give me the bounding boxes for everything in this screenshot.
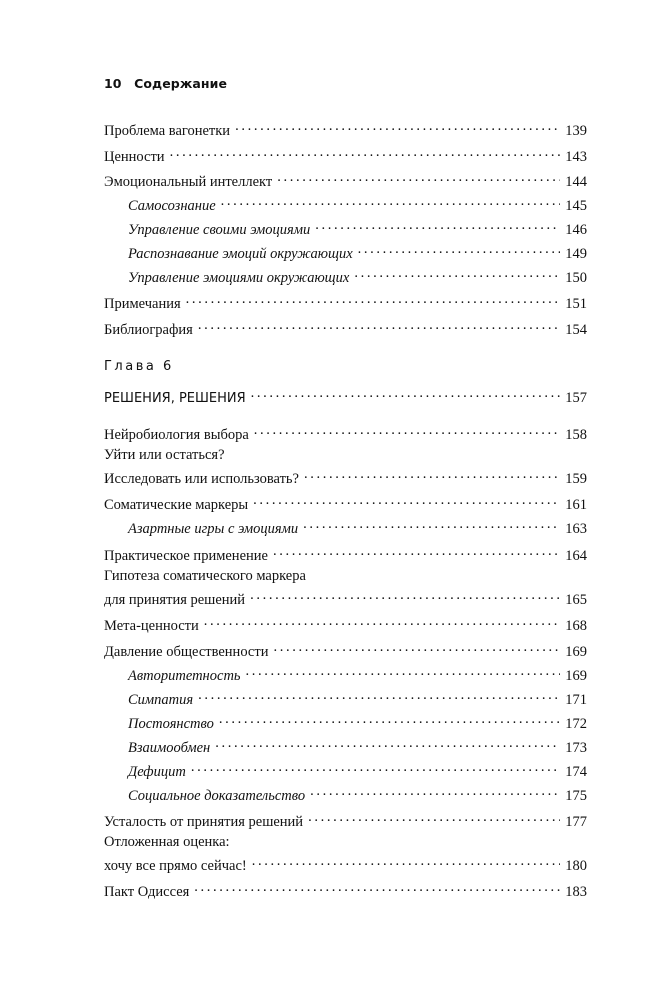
toc-entry <box>104 465 587 488</box>
leader-dots <box>252 852 561 870</box>
toc-entry-page: 149 <box>565 246 587 262</box>
toc-entry-label: Нейробиология выбора <box>104 427 249 443</box>
toc-entry-label: Управление своими эмоциями <box>128 222 311 238</box>
toc-entry-label: Дефицит <box>128 764 186 780</box>
toc-entry-first-line: Уйти или остаться? <box>104 447 225 463</box>
leader-dots <box>191 758 560 776</box>
leader-dots <box>204 612 560 630</box>
toc-entry-label: Библиография <box>104 322 193 338</box>
leader-dots <box>277 168 560 186</box>
toc-entry-first-line: Отложенная оценка: <box>104 834 230 850</box>
toc-entry <box>104 638 587 661</box>
toc-entry-label: Пакт Одиссея <box>104 884 190 900</box>
toc-entry <box>104 586 587 609</box>
toc-entry-label: Соматические маркеры <box>104 497 249 513</box>
toc-entry-page: 150 <box>565 270 587 286</box>
leader-dots <box>303 515 560 533</box>
leader-dots <box>215 734 560 752</box>
toc-entry-label: Самосознание <box>128 198 216 214</box>
toc-entry-page: 159 <box>565 471 587 487</box>
toc-entry-page: 174 <box>565 764 587 780</box>
toc-subentry <box>128 710 587 733</box>
leader-dots <box>273 542 560 560</box>
leader-dots <box>250 586 560 604</box>
leader-dots <box>194 878 560 896</box>
leader-dots <box>354 264 560 282</box>
leader-dots <box>221 192 561 210</box>
toc-entry <box>104 143 587 166</box>
toc-entry-label: Эмоциональный интеллект <box>104 174 273 190</box>
toc-entry-label: Проблема вагонетки <box>104 123 231 139</box>
toc-entry-label: Азартные игры с эмоциями <box>128 521 299 537</box>
toc-entry-page: 143 <box>565 149 587 165</box>
toc-entry-page: 172 <box>565 716 587 732</box>
toc-subentry <box>128 686 587 709</box>
leader-dots <box>198 316 560 334</box>
toc-entry-first-line: Гипотеза соматического маркера <box>104 568 306 584</box>
leader-dots <box>198 686 560 704</box>
toc-entry-page: 175 <box>565 788 587 804</box>
leader-dots <box>304 465 560 483</box>
toc-entry-label: Исследовать или использовать? <box>104 471 299 487</box>
toc-subentry <box>128 662 587 685</box>
toc-entry-label: Примечания <box>104 296 181 312</box>
leader-dots <box>251 384 561 402</box>
leader-dots <box>273 638 560 656</box>
toc-entry-label: Мета-ценности <box>104 618 199 634</box>
toc-entry-page: 157 <box>565 390 587 406</box>
toc-entry-page: 154 <box>565 322 587 338</box>
toc-entry-page: 145 <box>565 198 587 214</box>
toc-entry-page: 177 <box>565 814 587 830</box>
toc-entry-label: Ценности <box>104 149 165 165</box>
toc-entry <box>104 117 587 140</box>
running-header <box>104 76 227 91</box>
toc-entry-label: Усталость от принятия решений <box>104 814 304 830</box>
toc-entry-page: 158 <box>565 427 587 443</box>
leader-dots <box>219 710 560 728</box>
leader-dots <box>254 421 560 439</box>
toc-entry-label: Взаимообмен <box>128 740 211 756</box>
header-page-number: 10 <box>104 76 122 91</box>
toc-entry <box>104 542 587 565</box>
leader-dots <box>246 662 561 680</box>
toc-entry-page: 139 <box>565 123 587 139</box>
toc-entry-label: Практическое применение <box>104 548 268 564</box>
toc-entry-label: Социальное доказательство <box>128 788 306 804</box>
toc-entry-label: хочу все прямо сейчас! <box>104 858 247 874</box>
toc-entry-page: 151 <box>565 296 587 312</box>
toc-subentry <box>128 264 587 287</box>
toc-entry-label: Авторитетность <box>128 668 241 684</box>
leader-dots <box>253 491 560 509</box>
leader-dots <box>235 117 560 135</box>
toc-entry-label: Симпатия <box>128 692 194 708</box>
toc-entry-page: 144 <box>565 174 587 190</box>
toc-entry <box>104 421 587 444</box>
leader-dots <box>358 240 561 258</box>
toc-entry-page: 180 <box>565 858 587 874</box>
toc-subentry <box>128 734 587 757</box>
toc-entry-page: 146 <box>565 222 587 238</box>
chapter-title: РЕШЕНИЯ, РЕШЕНИЯ <box>104 391 246 406</box>
toc-entry-label: Распознавание эмоций окружающих <box>128 246 353 262</box>
toc-entry-label: Постоянство <box>128 716 214 732</box>
toc-entry-page: 164 <box>565 548 587 564</box>
toc-entry-page: 169 <box>565 644 587 660</box>
toc-entry <box>104 168 587 191</box>
leader-dots <box>310 782 560 800</box>
toc-entry-page: 169 <box>565 668 587 684</box>
toc-entry-page: 165 <box>565 592 587 608</box>
toc-entry <box>104 878 587 901</box>
toc-entry-label: Управление эмоциями окружающих <box>128 270 350 286</box>
chapter-title-entry <box>104 384 587 408</box>
toc-entry-label: Давление общественности <box>104 644 269 660</box>
header-title: Содержание <box>134 76 228 91</box>
toc-entry-page: 161 <box>565 497 587 513</box>
toc-subentry <box>128 240 587 263</box>
toc-entry <box>104 808 587 831</box>
toc-entry-page: 173 <box>565 740 587 756</box>
toc-entry-page: 171 <box>565 692 587 708</box>
leader-dots <box>170 143 561 161</box>
leader-dots <box>186 290 561 308</box>
toc-subentry <box>128 216 587 239</box>
toc-entry-page: 163 <box>565 521 587 537</box>
toc-subentry <box>128 192 587 215</box>
toc-entry <box>104 491 587 514</box>
toc-entry <box>104 612 587 635</box>
toc-entry <box>104 316 587 339</box>
toc-subentry <box>128 782 587 805</box>
toc-entry-page: 168 <box>565 618 587 634</box>
chapter-label: Глава 6 <box>104 359 174 374</box>
toc-entry <box>104 852 587 875</box>
toc-entry <box>104 290 587 313</box>
leader-dots <box>308 808 560 826</box>
leader-dots <box>315 216 560 234</box>
toc-subentry <box>128 758 587 781</box>
toc-subentry <box>128 515 587 538</box>
toc-entry-page: 183 <box>565 884 587 900</box>
toc-entry-label: для принятия решений <box>104 592 246 608</box>
